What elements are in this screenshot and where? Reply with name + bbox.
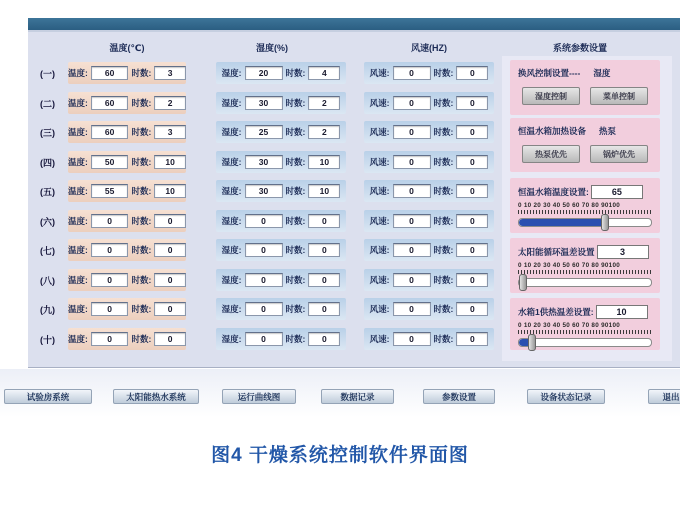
wind-hours-input[interactable]: 0 [456, 96, 488, 110]
wind-cell [364, 239, 494, 261]
slider-thumb[interactable] [601, 214, 609, 231]
ventilation-title-text: 换风控制设置---- [518, 68, 581, 78]
ventilation-mode-text: 湿度 [593, 68, 611, 78]
temperature-hours-input[interactable]: 10 [154, 155, 186, 169]
control-software-window [28, 18, 680, 368]
temperature-hours-input[interactable]: 0 [154, 332, 186, 346]
temperature-cell [68, 62, 186, 84]
humidity-hours-input[interactable]: 4 [308, 66, 340, 80]
humidity-label: 湿度: [221, 97, 242, 108]
temperature-label: 温度: [68, 274, 88, 285]
temperature-value-input[interactable]: 0 [91, 332, 129, 346]
window-titlebar[interactable] [28, 18, 680, 32]
wind-hours-input[interactable]: 0 [456, 155, 488, 169]
wind-label: 风速: [369, 333, 390, 344]
humidity-hours-input[interactable]: 0 [308, 332, 340, 346]
wind-value-input[interactable]: 0 [393, 302, 431, 316]
wind-value-input[interactable]: 0 [393, 125, 431, 139]
humidity-label: 湿度: [221, 127, 242, 137]
row-index-label: (九) [40, 305, 55, 315]
table-row [28, 239, 502, 261]
row-index-label: (五) [40, 187, 55, 197]
humidity-value-input[interactable]: 30 [245, 96, 283, 110]
hours-label: 时数: [433, 333, 454, 344]
wind-hours-input[interactable]: 0 [456, 214, 488, 228]
temperature-hours-input[interactable]: 3 [154, 125, 186, 139]
humidity-label: 湿度: [221, 215, 242, 226]
wind-label: 风速: [369, 97, 390, 108]
heat-pump-priority-button[interactable]: 热泵优先 [522, 145, 580, 163]
wind-value-input[interactable]: 0 [393, 155, 431, 169]
tank1-heating-delta-label: 水箱1供热温差设置: [518, 307, 594, 317]
tank-temperature-setting-panel [510, 178, 660, 233]
humidity-cell [216, 239, 346, 261]
humidity-cell [216, 151, 346, 173]
hours-label: 时数: [433, 127, 454, 137]
tank-heating-title [518, 125, 652, 137]
humidity-cell [216, 92, 346, 114]
tank-temperature-value-input[interactable]: 65 [591, 185, 643, 199]
wind-value-input[interactable]: 0 [393, 214, 431, 228]
table-row [28, 62, 502, 84]
temperature-label: 温度: [68, 97, 88, 108]
hours-label: 时数: [285, 274, 306, 285]
wind-hours-input[interactable]: 0 [456, 184, 488, 198]
wind-hours-input[interactable]: 0 [456, 243, 488, 257]
wind-cell [364, 328, 494, 350]
temperature-label: 温度: [68, 156, 88, 167]
humidity-value-input[interactable]: 0 [245, 273, 283, 287]
humidity-cell [216, 62, 346, 84]
hours-label: 时数: [131, 97, 152, 108]
tank1-heating-delta-scale: 0 10 20 30 40 50 60 70 80 90100 [518, 322, 621, 329]
wind-label: 风速: [369, 127, 390, 137]
table-row [28, 269, 502, 291]
hours-label: 时数: [131, 274, 152, 285]
solar-circulation-delta-slider[interactable] [518, 278, 652, 287]
solar-circulation-delta-ticks [518, 270, 652, 274]
temperature-label: 温度: [68, 333, 88, 344]
hours-label: 时数: [433, 274, 454, 285]
solar-circulation-delta-panel [510, 238, 660, 293]
parameter-settings-button[interactable]: 参数设置 [423, 389, 495, 404]
temperature-hours-input[interactable]: 0 [154, 243, 186, 257]
table-row [28, 151, 502, 173]
temperature-cell [68, 121, 186, 143]
tank-temperature-ticks [518, 210, 652, 214]
row-index-label: (四) [40, 157, 55, 168]
wind-hours-input[interactable]: 0 [456, 125, 488, 139]
footer-navigation-bar [0, 369, 680, 417]
wind-cell [364, 269, 494, 291]
temperature-value-input[interactable]: 50 [91, 155, 129, 169]
temperature-value-input[interactable]: 0 [91, 214, 129, 228]
wind-value-input[interactable]: 0 [393, 273, 431, 287]
temperature-label: 温度: [68, 304, 88, 314]
row-index-label: (十) [40, 334, 55, 345]
temperature-hours-input[interactable]: 3 [154, 66, 186, 80]
hours-label: 时数: [285, 97, 306, 108]
temperature-cell [68, 328, 186, 350]
wind-label: 风速: [369, 215, 390, 226]
ventilation-panel-title [518, 67, 652, 79]
temperature-value-input[interactable]: 0 [91, 243, 129, 257]
wind-cell [364, 121, 494, 143]
wind-value-input[interactable]: 0 [393, 96, 431, 110]
wind-hours-input[interactable]: 0 [456, 302, 488, 316]
temperature-cell [68, 210, 186, 232]
tank-temperature-scale: 0 10 20 30 40 50 60 70 80 90100 [518, 202, 621, 209]
table-row [28, 121, 502, 143]
wind-label: 风速: [369, 304, 390, 314]
temperature-value-input[interactable]: 0 [91, 302, 129, 316]
tank-heating-title-text: 恒温水箱加热设备 [518, 126, 587, 136]
tank1-heating-delta-slider[interactable] [518, 338, 652, 347]
wind-cell [364, 210, 494, 232]
humidity-label: 湿度: [221, 333, 242, 344]
temperature-label: 温度: [68, 245, 88, 255]
slider-thumb[interactable] [519, 274, 527, 291]
wind-value-input[interactable]: 0 [393, 184, 431, 198]
solar-circulation-delta-value-input[interactable]: 3 [597, 245, 649, 259]
temperature-column-header: 温度(℃) [109, 43, 145, 53]
tank1-heating-delta-value-input[interactable]: 10 [596, 305, 648, 319]
humidity-cell [216, 121, 346, 143]
ventilation-buttons [518, 87, 652, 105]
temperature-label: 温度: [68, 186, 88, 196]
hours-label: 时数: [131, 304, 152, 314]
wind-label: 风速: [369, 186, 390, 196]
hours-label: 时数: [433, 156, 454, 167]
slider-thumb[interactable] [528, 334, 536, 351]
humidity-value-input[interactable]: 0 [245, 302, 283, 316]
hours-label: 时数: [131, 245, 152, 255]
wind-label: 风速: [369, 274, 390, 285]
exit-button[interactable]: 退出 [648, 389, 680, 404]
hours-label: 时数: [433, 304, 454, 314]
humidity-value-input[interactable]: 30 [245, 155, 283, 169]
hours-label: 时数: [285, 127, 306, 137]
tank-temperature-slider[interactable] [518, 218, 652, 227]
device-status-record-button[interactable]: 设备状态记录 [527, 389, 605, 404]
hours-label: 时数: [131, 127, 152, 137]
temperature-value-input[interactable]: 55 [91, 184, 129, 198]
figure-caption: 图4 干燥系统控制软件界面图 [211, 445, 469, 466]
temperature-hours-input[interactable]: 0 [154, 214, 186, 228]
menu-control-button[interactable]: 菜单控制 [590, 87, 648, 105]
wind-label: 风速: [369, 156, 390, 167]
wind-column-header: 风速(HZ) [411, 43, 447, 53]
boiler-priority-button[interactable]: 锅炉优先 [590, 145, 648, 163]
system-params-header: 系统参数设置 [552, 43, 608, 53]
humidity-label: 湿度: [221, 156, 242, 167]
humidity-control-button[interactable]: 湿度控制 [522, 87, 580, 105]
temperature-label: 温度: [68, 127, 88, 137]
temperature-hours-input[interactable]: 2 [154, 96, 186, 110]
humidity-label: 湿度: [221, 245, 242, 255]
wind-hours-input[interactable]: 0 [456, 273, 488, 287]
temperature-cell [68, 298, 186, 320]
hours-label: 时数: [285, 156, 306, 167]
solar-circulation-delta-label: 太阳能循环温差设置 [518, 247, 595, 257]
row-index-label: (六) [40, 216, 55, 227]
humidity-value-input[interactable]: 30 [245, 184, 283, 198]
wind-cell [364, 151, 494, 173]
humidity-cell [216, 298, 346, 320]
tank-heating-buttons [518, 145, 652, 163]
temperature-cell [68, 269, 186, 291]
run-curve-button[interactable]: 运行曲线图 [222, 389, 296, 404]
temperature-hours-input[interactable]: 0 [154, 302, 186, 316]
hours-label: 时数: [285, 245, 306, 255]
row-index-label: (二) [40, 98, 55, 109]
humidity-value-input[interactable]: 20 [245, 66, 283, 80]
tank1-heating-delta-ticks [518, 330, 652, 334]
table-row [28, 298, 502, 320]
schedule-rows [28, 62, 502, 357]
row-index-label: (一) [40, 69, 55, 79]
temperature-value-input[interactable]: 60 [91, 66, 129, 80]
tank-heating-mode-text: 热泵 [599, 126, 617, 136]
humidity-hours-input[interactable]: 2 [308, 125, 340, 139]
hours-label: 时数: [433, 245, 454, 255]
hours-label: 时数: [131, 186, 152, 196]
temperature-hours-input[interactable]: 10 [154, 184, 186, 198]
temperature-cell [68, 180, 186, 202]
temperature-cell [68, 151, 186, 173]
ventilation-control-panel [510, 60, 660, 115]
wind-value-input[interactable]: 0 [393, 332, 431, 346]
humidity-label: 湿度: [221, 274, 242, 285]
hours-label: 时数: [131, 68, 152, 78]
humidity-value-input[interactable]: 0 [245, 243, 283, 257]
humidity-hours-input[interactable]: 2 [308, 96, 340, 110]
humidity-label: 湿度: [221, 186, 242, 196]
table-row [28, 328, 502, 350]
humidity-hours-input[interactable]: 10 [308, 155, 340, 169]
humidity-column-header: 湿度(%) [256, 43, 288, 53]
humidity-label: 湿度: [221, 304, 242, 314]
row-index-label: (八) [40, 275, 55, 286]
row-index-label: (七) [40, 246, 55, 256]
wind-cell [364, 62, 494, 84]
solar-circulation-delta-scale: 0 10 20 30 40 50 60 70 80 90100 [518, 262, 621, 269]
wind-label: 风速: [369, 68, 390, 78]
temperature-label: 温度: [68, 68, 88, 78]
temperature-label: 温度: [68, 215, 88, 226]
temperature-cell [68, 92, 186, 114]
wind-hours-input[interactable]: 0 [456, 66, 488, 80]
humidity-cell [216, 210, 346, 232]
hours-label: 时数: [285, 68, 306, 78]
tank1-heating-delta-panel [510, 298, 660, 350]
test-room-system-button[interactable]: 试验房系统 [4, 389, 92, 404]
humidity-value-input[interactable]: 0 [245, 332, 283, 346]
temperature-cell [68, 239, 186, 261]
temperature-value-input[interactable]: 60 [91, 96, 129, 110]
hours-label: 时数: [433, 215, 454, 226]
wind-cell [364, 298, 494, 320]
wind-hours-input[interactable]: 0 [456, 332, 488, 346]
wind-value-input[interactable]: 0 [393, 66, 431, 80]
hours-label: 时数: [131, 215, 152, 226]
hours-label: 时数: [433, 97, 454, 108]
wind-label: 风速: [369, 245, 390, 255]
humidity-cell [216, 328, 346, 350]
wind-value-input[interactable]: 0 [393, 243, 431, 257]
table-row [28, 210, 502, 232]
wind-cell [364, 92, 494, 114]
hours-label: 时数: [433, 186, 454, 196]
table-row [28, 92, 502, 114]
solar-hot-water-system-button[interactable]: 太阳能热水系统 [113, 389, 199, 404]
humidity-hours-input[interactable]: 0 [308, 243, 340, 257]
humidity-hours-input[interactable]: 0 [308, 302, 340, 316]
hours-label: 时数: [285, 304, 306, 314]
hours-label: 时数: [131, 333, 152, 344]
hours-label: 时数: [433, 68, 454, 78]
tank-temperature-label: 恒温水箱温度设置: [518, 187, 589, 197]
humidity-value-input[interactable]: 25 [245, 125, 283, 139]
temperature-hours-input[interactable]: 0 [154, 273, 186, 287]
hours-label: 时数: [285, 186, 306, 196]
hours-label: 时数: [285, 333, 306, 344]
table-row [28, 180, 502, 202]
humidity-cell [216, 269, 346, 291]
hours-label: 时数: [131, 156, 152, 167]
humidity-hours-input[interactable]: 0 [308, 214, 340, 228]
humidity-hours-input[interactable]: 0 [308, 273, 340, 287]
hours-label: 时数: [285, 215, 306, 226]
tank-heating-panel [510, 118, 660, 172]
humidity-label: 湿度: [221, 68, 242, 78]
humidity-value-input[interactable]: 0 [245, 214, 283, 228]
humidity-cell [216, 180, 346, 202]
data-record-button[interactable]: 数据记录 [321, 389, 394, 404]
wind-cell [364, 180, 494, 202]
slider-fill [519, 219, 605, 226]
system-params-panel [502, 56, 672, 361]
temperature-value-input[interactable]: 0 [91, 273, 129, 287]
row-index-label: (三) [40, 128, 55, 138]
humidity-hours-input[interactable]: 10 [308, 184, 340, 198]
temperature-value-input[interactable]: 60 [91, 125, 129, 139]
